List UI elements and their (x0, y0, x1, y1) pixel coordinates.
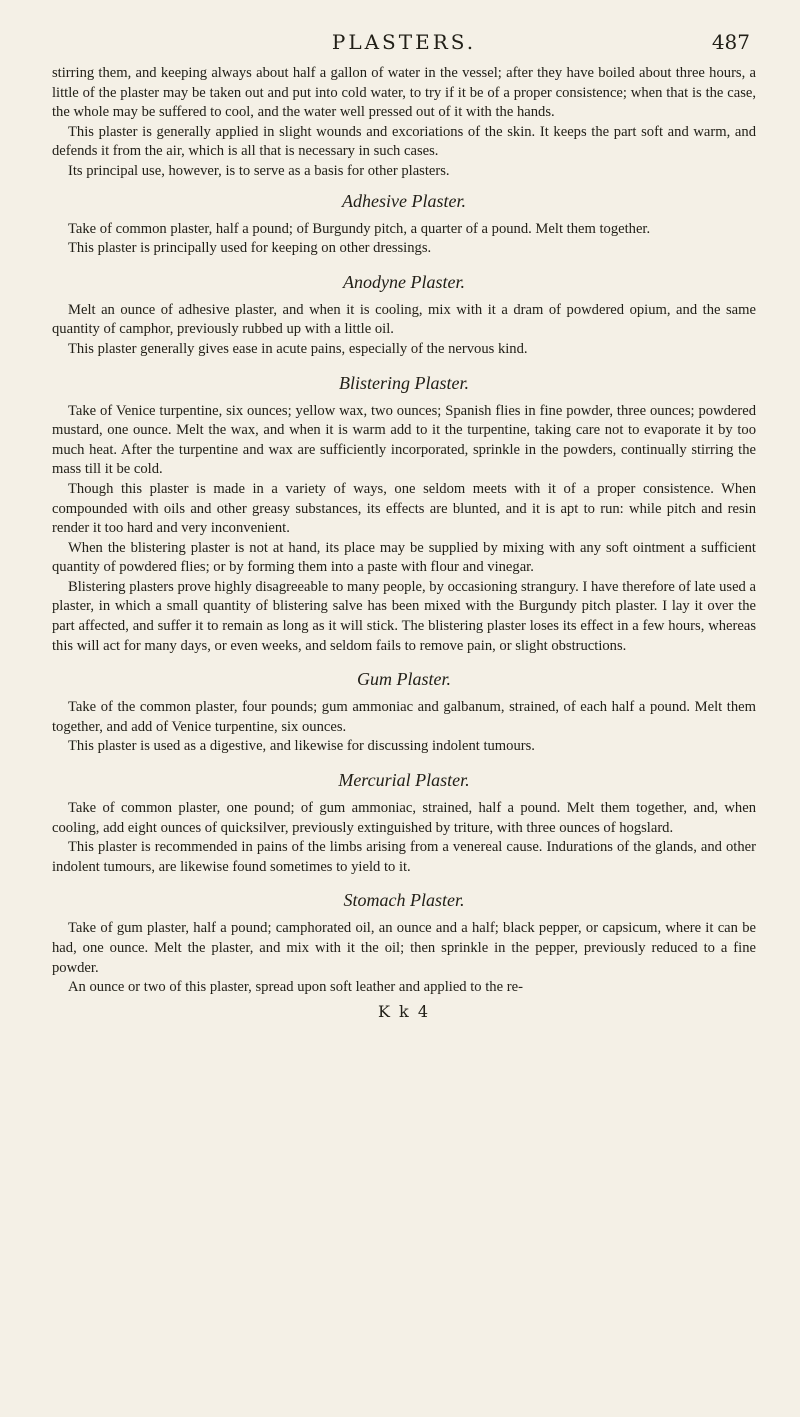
section-heading: Blistering Plaster. (339, 372, 469, 393)
paragraph: This plaster is generally applied in slight wounds and excoriations of the skin. It keeps the part soft and warm, and defends it from the air, which is all that is necessary in such cases. (52, 123, 756, 160)
paragraph: This plaster generally gives ease in acute pains, especially of the nervous kind. (68, 340, 528, 357)
paragraph: This plaster is recommended in pains of the limbs arising from a venereal cause. Indurations of the glands, and other indolent tumours, are likewise found sometimes to yield to it. (52, 839, 756, 875)
paragraph: Its principal use, however, is to serve as a basis for other plasters. (68, 162, 450, 179)
paragraph: This plaster is principally used for keeping on other dressings. (68, 240, 432, 257)
paragraph: Take of gum plaster, half a pound; camphorated oil, an ounce and a half; black pepper, or capsicum, where it can be had, one ounce. Melt the plaster, and mix with it the oil; then sprinkle in the pepper, previously reduced to a fine powder. (52, 920, 756, 976)
paragraph: Take of common plaster, half a pound; of Burgundy pitch, a quarter of a pound. Melt them together. (68, 220, 651, 237)
paragraph: Blistering plasters prove highly disagreeable to many people, by occasioning strangury. I have therefore of late used a plaster, in which a small quantity of blistering salve has been mixed with the Burgundy pitch plaster. I lay it over the part affected, and suffer it to remain as long as it will stick. The blistering plaster loses its effect in a few hours, whereas this will act for many days, or even weeks, and seldom fails to remove pain, or slight obstructions. (52, 578, 756, 654)
section-heading: Mercurial Plaster. (338, 770, 470, 791)
paragraph: Take of common plaster, one pound; of gum ammoniac, strained, half a pound. Melt them together, and, when cooling, add eight ounces of quicksilver, previously extinguished by triture, with three ounces of hogslard. (52, 800, 756, 836)
paragraph: Though this plaster is made in a variety of ways, one seldom meets with it of a proper consistence. When compounded with oils and other greasy substances, its effects are blunted, and it is apt to run: while pitch and resin render it too hard and very inconvenient. (52, 480, 756, 537)
paragraph: This plaster is used as a digestive, and likewise for discussing indolent tumours. (68, 738, 535, 755)
page-body (52, 64, 756, 998)
paragraph: Take of Venice turpentine, six ounces; yellow wax, two ounces; Spanish flies in fine powder, three ounces; powdered mustard, one ounce. Melt the wax, and when it is warm add to it the turpentine, taking care not to evaporate it by too much heat. After the turpentine and wax are sufficiently incorporated, sprinkle in the powders, continually stirring the mass till it be cold. (52, 402, 756, 478)
paragraph: When the blistering plaster is not at hand, its place may be supplied by mixing with any soft ointment a sufficient quantity of powdered flies; or by forming them into a paste with flour and vinegar. (52, 539, 756, 576)
section-heading: Adhesive Plaster. (342, 190, 466, 211)
running-head (52, 30, 756, 64)
page-number: 487 (711, 30, 750, 54)
running-title: PLASTERS. (331, 30, 477, 54)
section-heading: Anodyne Plaster. (343, 271, 465, 292)
section-heading: Stomach Plaster. (343, 890, 465, 911)
signature-mark: K k 4 (378, 1001, 430, 1021)
paragraph: stirring them, and keeping always about half a gallon of water in the vessel; after they have boiled about three hours, a little of the plaster may be taken out and put into cold water, to try if it be of a proper consistence; when that is the case, the whole may be suffered to cool, and the water well pressed out of it with the hands. (52, 65, 756, 121)
paragraph: Melt an ounce of adhesive plaster, and when it is cooling, mix with it a dram of powdered opium, and the same quantity of camphor, previously rubbed up with a little oil. (52, 301, 756, 338)
paragraph: Take of the common plaster, four pounds; gum ammoniac and galbanum, strained, of each half a pound. Melt them together, and add of Venice turpentine, six ounces. (52, 699, 756, 735)
paragraph: An ounce or two of this plaster, spread upon soft leather and applied to the re- (68, 979, 523, 996)
section-heading: Gum Plaster. (357, 669, 451, 690)
